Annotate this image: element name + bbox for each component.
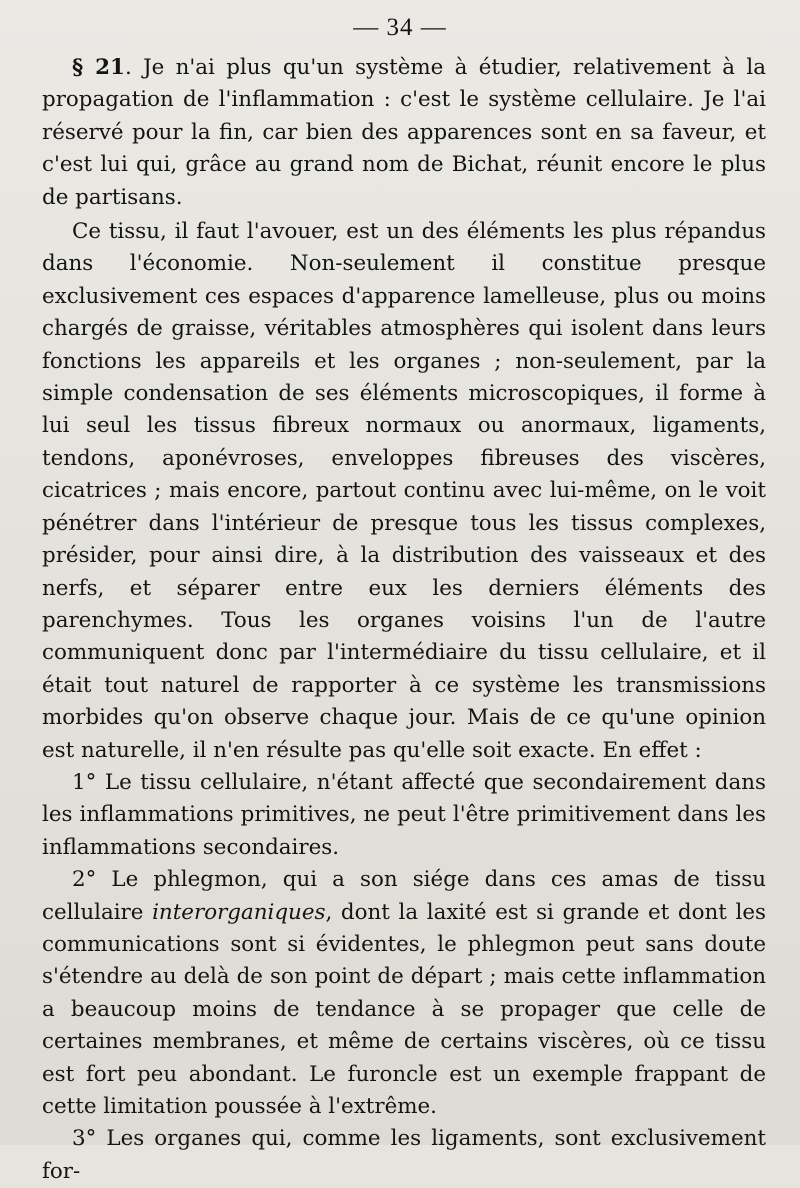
italic-term: interorganiques	[152, 899, 326, 925]
paragraph-1-text: . Je n'ai plus qu'un système à étudier, relativement à la propagation de l'inflammation : c'est le système cellulaire. Je l'ai réservé pour la fin, car bien des apparences sont en sa faveur, et c'est lui qui, grâce au grand nom de Bichat, réunit encore le plus de partisans.	[42, 55, 766, 210]
paragraph-cellular-tissue: Ce tissu, il faut l'avouer, est un des éléments les plus répandus dans l'économie. Non-seulement il constitue presque exclusivement ces espaces d'apparence lamelleuse, plus ou moins chargés de graisse, véritables atmosphères qui isolent dans leurs fonctions les appareils et les organes ; non-seulement, par la simple condensation de ses éléments microscopiques, il forme à lui seul les tissus fibreux normaux ou anormaux, ligaments, tendons, aponévroses, enveloppes fibreuses des viscères, cicatrices ; mais encore, partout continu avec lui-même, on le voit pénétrer dans l'intérieur de presque tous les tissus complexes, présider, pour ainsi dire, à la distribution des vaisseaux et des nerfs, et séparer entre eux les derniers éléments des parenchymes. Tous les organes voisins l'un de l'autre communiquent donc par l'intermédiaire du tissu cellulaire, et il était tout naturel de rapporter à ce système les transmissions morbides qu'on observe chaque jour. Mais de ce qu'une opinion est naturelle, il n'en résulte pas qu'elle soit exacte. En effet :	[42, 219, 766, 763]
body-text	[42, 52, 766, 1188]
section-marker: § 21	[72, 55, 125, 80]
paragraph-point-2	[42, 864, 766, 1123]
paragraph-4-lead: 2° Le phlegmon, qui a son siége dans ces amas de tissu cellulaire	[42, 867, 766, 925]
page-number: — 34 —	[353, 14, 447, 41]
paragraph-section-21	[42, 52, 766, 214]
paragraph-point-1: 1° Le tissu cellulaire, n'étant affecté que secondairement dans les inflammations primitives, ne peut l'être primitivement dans les inflammations secondaires.	[42, 769, 766, 860]
paragraph-point-3: 3° Les organes qui, comme les ligaments, sont exclusivement for-	[42, 1126, 766, 1184]
paragraph-4-rest: , dont la laxité est si grande et dont les communications sont si évidentes, le phlegmon peut sans doute s'étendre au delà de son point de départ ; mais cette inflammation a beaucoup moins de tendance à se propager que celle de certaines membranes, et même de certains viscères, où ce tissu est fort peu abondant. Le furoncle est un exemple frappant de cette limitation poussée à l'extrême.	[42, 899, 767, 1119]
